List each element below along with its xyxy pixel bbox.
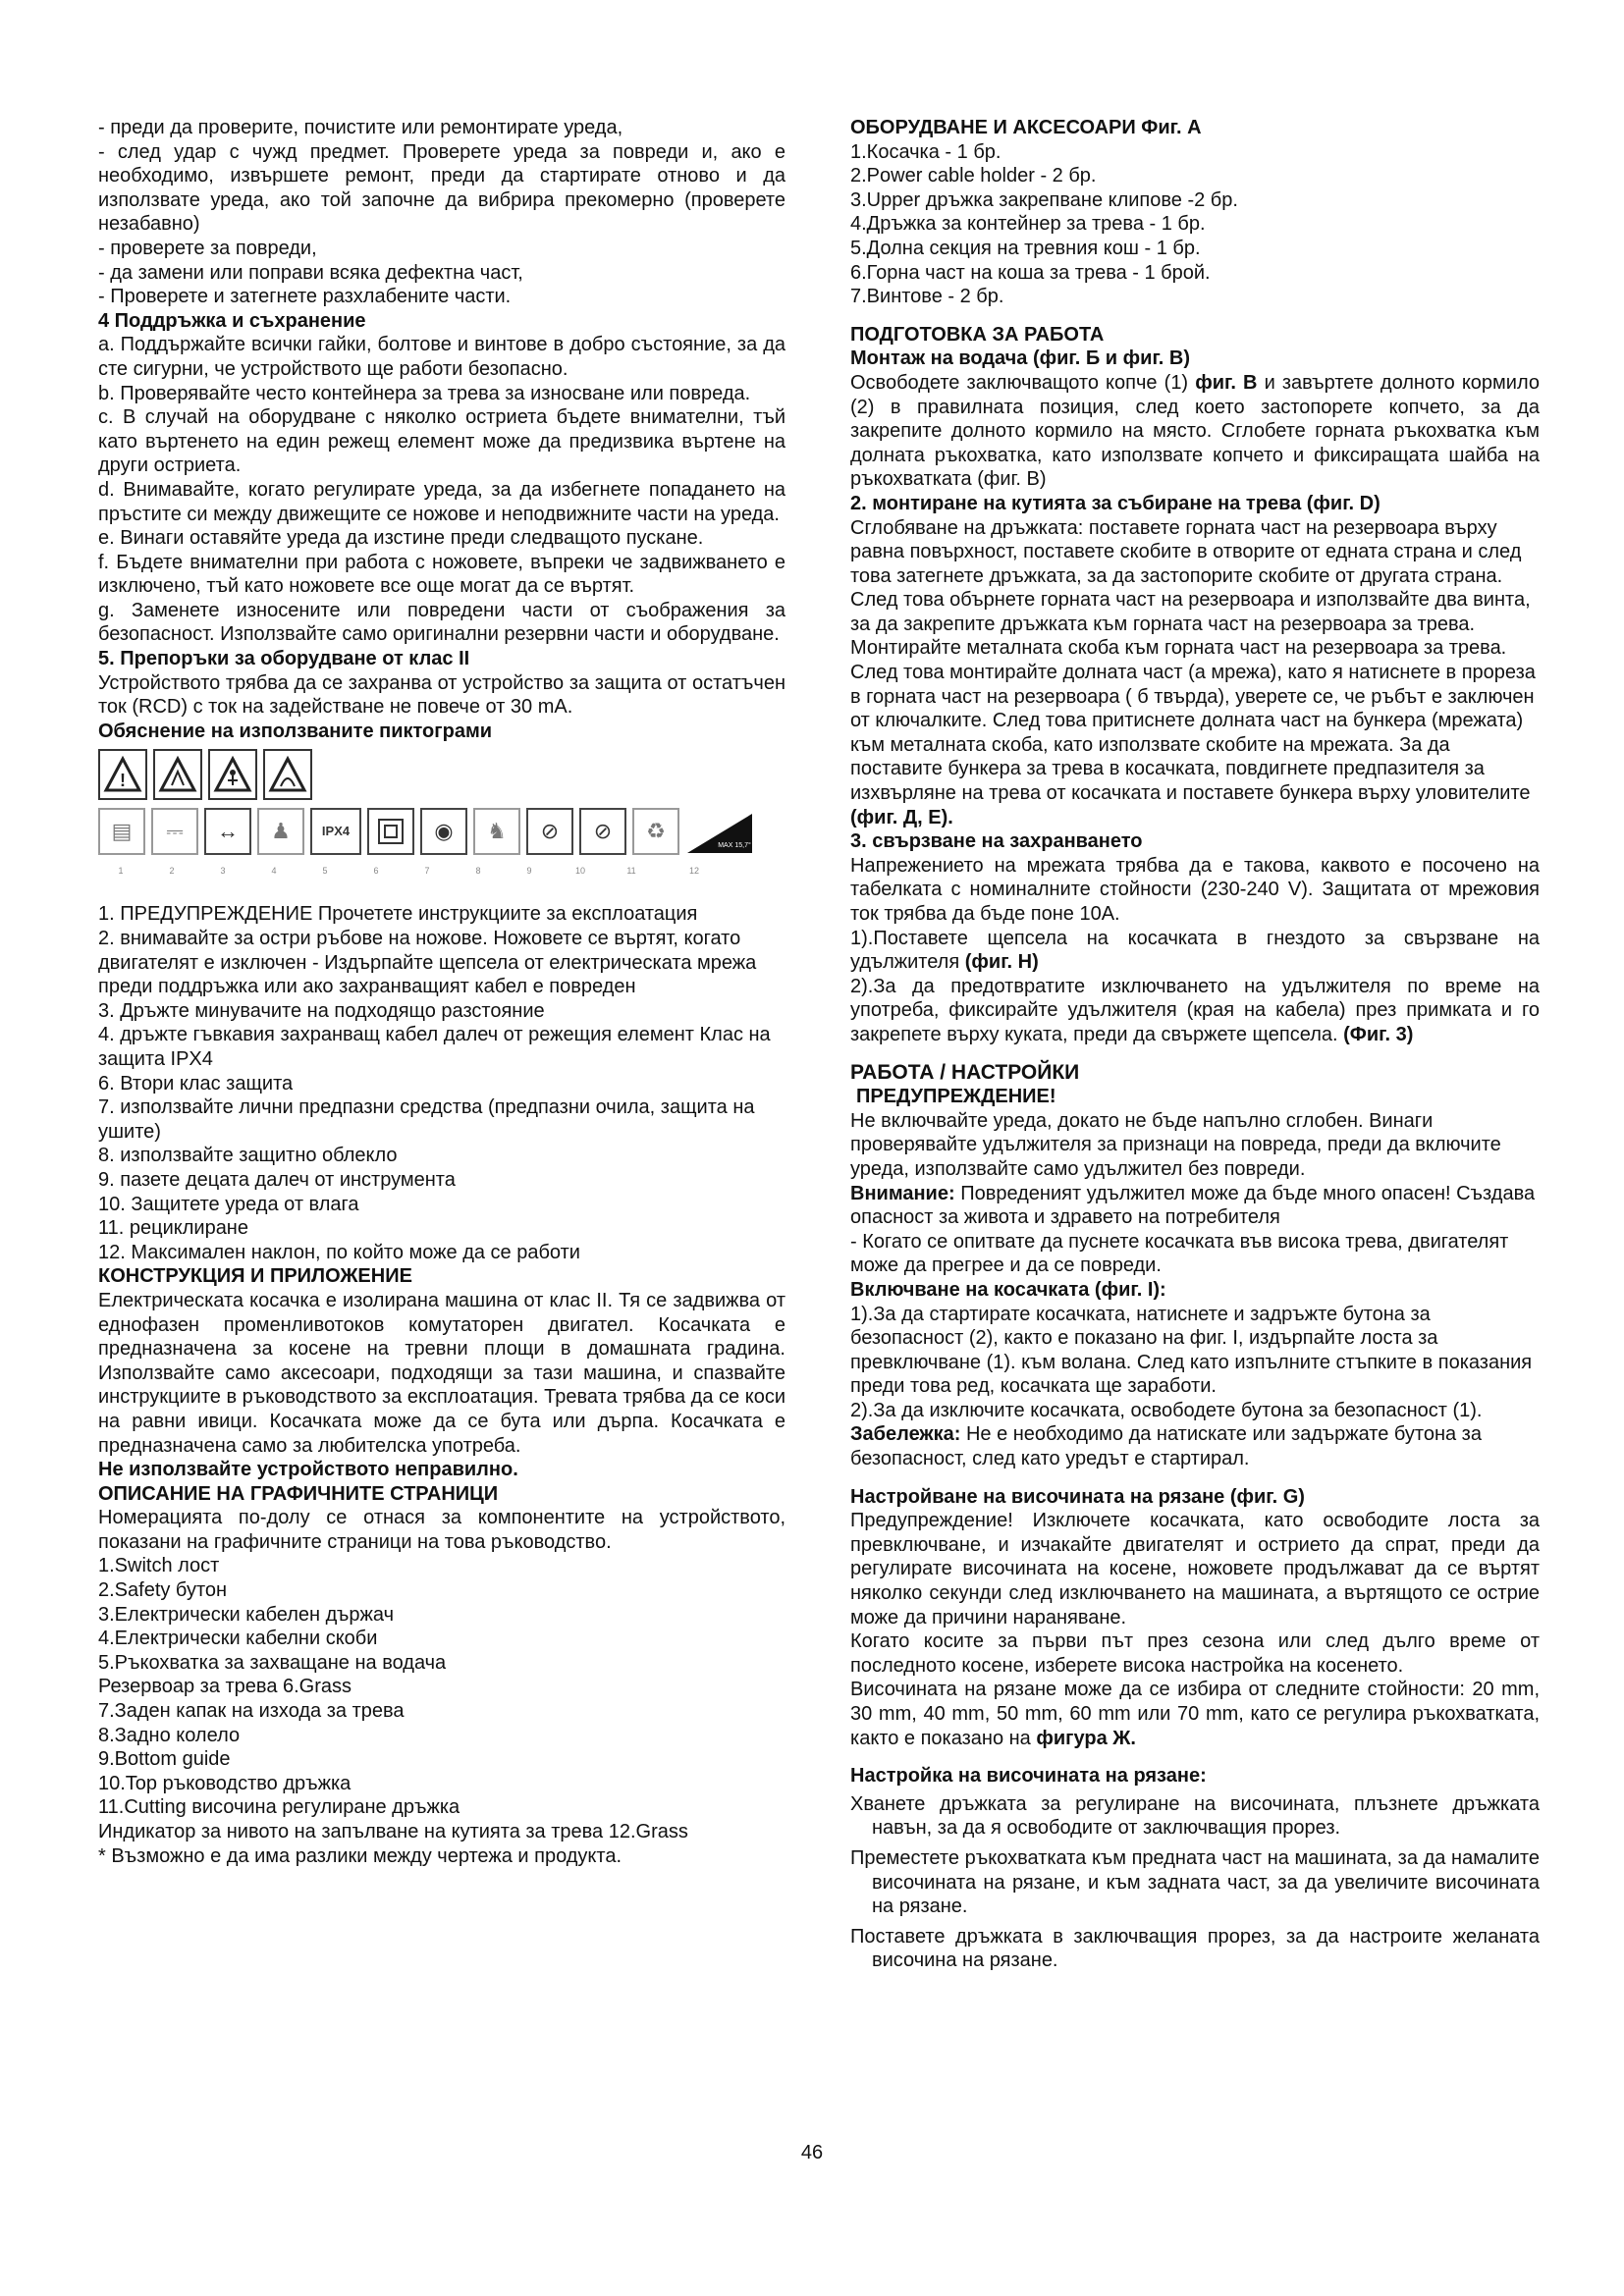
warning-icon: [98, 749, 147, 800]
equipment-item: 1.Косачка - 1 бр.: [850, 140, 1001, 163]
misuse-warning: Не използвайте устройството неправилно.: [98, 1459, 518, 1481]
unplug-icon: ⎓: [151, 808, 198, 855]
picto-legend-item: 2. внимавайте за остри ръбове на ножове. Ножовете се въртят, когато двигателят е изключен - Издърпайте щепсела от електрическата мрежа преди поддръжка или ако захранващият кабел е повреден: [98, 928, 757, 998]
picto-number: 1: [118, 866, 124, 877]
slope-label: MAX 15,7°: [718, 842, 751, 850]
work-attention: Внимание: Повреденият удължител може да бъде много опасен! Създава опасност за живота и здравето на потребителя: [850, 1182, 1536, 1229]
picto-legend-item: 12. Максимален наклон, по който може да се работи: [98, 1241, 580, 1263]
picto-number: 7: [424, 866, 430, 877]
maintenance-item: g. Заменете износените или повредени части от съображения за безопасност. Използвайте само оригинални резервни части и оборудване.: [98, 599, 785, 646]
equipment-item: 3.Upper дръжка закрепване клипове -2 бр.: [850, 188, 1238, 211]
height-text-3: Височината на рязане може да се избира от следните стойности: 20 mm, 30 mm, 40 mm, 50 mm, 60 mm или 70 mm, като се регулира ръкохватката, както е показано на фигура Ж.: [850, 1679, 1540, 1749]
power-heading: 3. свързване на захранването: [850, 830, 1143, 853]
picto-legend-item: 8. използвайте защитно облекло: [98, 1145, 398, 1167]
maintenance-item: b. Проверявайте често контейнера за трева за износване или повреда.: [98, 382, 751, 404]
graphics-heading: ОПИСАНИЕ НА ГРАФИЧНИТЕ СТРАНИЦИ: [98, 1482, 499, 1505]
construction-text: Електрическата косачка е изолирана машина от клас II. Тя се задвижва от еднофазен променливотоков комутаторен двигател. Косачката е предназначена за косене на тревни площи в домашната градина. Използвайте само аксесоари, подходящи за тази машина, и спазвайте инструкциите в ръководството за експлоатация. Тревата трябва да се коси на равни ивици. Косачката може да се бута или дърпа. Косачката е предназначена само за любителска употреба.: [98, 1289, 785, 1457]
goggles-icon: ◉: [420, 808, 467, 855]
ipx4-icon: IPX4: [310, 808, 361, 855]
page-number: 46: [800, 2142, 824, 2163]
intro-line: - преди да проверите, почистите или ремонтирате уреда,: [98, 117, 623, 138]
picto-number: 2: [169, 866, 175, 877]
svg-text:!: !: [120, 771, 126, 791]
picto-number: 6: [373, 866, 379, 877]
equipment-item: 7.Винтове - 2 бр.: [850, 286, 1004, 308]
right-column: [850, 116, 1540, 1973]
box-heading: 2. монтиране на кутията за събиране на трева (фиг. D): [850, 492, 1380, 514]
graphics-item: 10.Top ръководство дръжка: [98, 1772, 352, 1794]
equipment-item: 5.Долна секция на тревния кош - 1 бр.: [850, 237, 1201, 259]
height-text-2: Когато косите за първи път през сезона или след дълго време от последното косене, изберете висока настройка на косенето.: [850, 1630, 1540, 1677]
picto-number: 4: [271, 866, 277, 877]
graphics-item: 9.Bottom guide: [98, 1748, 231, 1771]
adjust-heading: Настройка на височината на рязане:: [850, 1765, 1207, 1788]
adjust-item: Хванете дръжката за регулиране на височината, плъзнете дръжката навън, за да я освободите от заключващия прорез.: [850, 1792, 1540, 1840]
maintenance-item: e. Винаги оставяйте уреда да изстине преди следващото пускане.: [98, 527, 704, 550]
picto-number: 10: [574, 866, 585, 877]
picto-number: 12: [688, 866, 699, 877]
work-heading: РАБОТА / НАСТРОЙКИ: [850, 1060, 1080, 1084]
class2-heading: 5. Препоръки за оборудване от клас II: [98, 648, 470, 670]
hand-blade-icon: [153, 749, 202, 800]
switch-heading: Включване на косачката (фиг. I):: [850, 1278, 1166, 1301]
graphics-item: 3.Електрически кабелен държач: [98, 1603, 394, 1626]
intro-line: - след удар с чужд предмет. Проверете уреда за повреди и, ако е необходимо, извършете ремонт, преди да стартирате отново и да използвате уреда, ако той започне да вибрира прекомерно (проверете незабавно): [98, 140, 785, 236]
maintenance-item: f. Бъдете внимателни при работа с ножовете, въпреки че задвижването е изключено, тъй като ножовете все още могат да се въртят.: [98, 551, 785, 598]
picto-legend: [98, 902, 785, 1264]
max-slope-icon: [685, 808, 754, 855]
recycle-icon: ♻: [632, 808, 679, 855]
work-text: Не включвайте уреда, докато не бъде напълно сглобен. Винаги проверявайте удължителя за признаци на повреда, преди да включите уреда, използвайте само удължител без повреди.: [850, 1109, 1501, 1180]
graphics-item: Индикатор за нивото на запълване на кутията за трева 12.Grass: [98, 1821, 688, 1842]
bystander-icon: ♟: [257, 808, 304, 855]
picto-legend-item: 7. използвайте лични предпазни средства (предпазни очила, защита на ушите): [98, 1096, 755, 1143]
graphics-item: Резервоар за трева 6.Grass: [98, 1676, 352, 1698]
graphics-item: 8.Задно колело: [98, 1724, 241, 1746]
maintenance-item: a. Поддържайте всички гайки, болтове и винтове в добро състояние, за да сте сигурни, че устройството ще работи безопасно.: [98, 334, 785, 380]
picto-legend-item: 6. Втори клас защита: [98, 1072, 294, 1095]
picto-legend-item: 9. пазете децата далеч от инструмента: [98, 1168, 456, 1191]
picto-legend-item: 4. дръжте гъвкавия захранващ кабел далеч от режещия елемент Клас на защита IPX4: [98, 1024, 771, 1070]
graphics-list: [98, 1554, 785, 1868]
height-text: Предупреждение! Изключете косачката, като освободите лоста за превключване, и изчакайте двигателят и острието да спрат, преди да регулирате височината на косене, ножовете продължават да се въртят няколко секунди след изключването на машината, а въртящото се острие може да причини нараняване.: [850, 1510, 1540, 1629]
distance-icon: ↔: [204, 808, 251, 855]
equipment-item: 6.Горна част на коша за трева - 1 брой.: [850, 261, 1211, 284]
power-text: Напрежението на мрежата трябва да е такова, каквото е посочено на табелката с номиналните стойности (230-240 V). Защитата от мрежовия ток трябва да бъде поне 10А.: [850, 854, 1540, 925]
adjust-item: Поставете дръжката в заключващия прорез, за да настроите желаната височина на рязане.: [850, 1925, 1540, 1972]
power-step-2: 2).За да предотвратите изключването на удължителя по време на употреба, фиксирайте удължителя (края на кабела) през примката и го закрепете върху куката, преди да свържете щепсела. (Фиг. 3): [850, 975, 1540, 1045]
picto-number: 3: [220, 866, 226, 877]
intro-line: - Проверете и затегнете разхлабените части.: [98, 286, 512, 308]
manual-icon: ▤: [98, 808, 145, 855]
equipment-item: 2.Power cable holder - 2 бр.: [850, 165, 1097, 187]
maintenance-heading: 4 Поддръжка и съхранение: [98, 309, 366, 332]
cable-hazard-icon: [263, 749, 312, 800]
picto-number: 9: [526, 866, 532, 877]
graphics-footnote: * Възможно е да има разлики между чертежа и продукта.: [98, 1844, 623, 1867]
picto-legend-item: 1. ПРЕДУПРЕЖДЕНИЕ Прочетете инструкциите за експлоатация: [98, 903, 698, 926]
class-ii-icon: [367, 808, 414, 855]
graphics-item: 11.Cutting височина регулиране дръжка: [98, 1796, 460, 1819]
equipment-item: 4.Дръжка за контейнер за трева - 1 бр.: [850, 213, 1206, 236]
picto-numbers: [98, 859, 785, 883]
picto-legend-item: 11. рециклиране: [98, 1217, 248, 1240]
switch-step-2: 2).За да изключите косачката, освободете бутона за безопасност (1).: [850, 1399, 1483, 1421]
graphics-item: 5.Ръкохватка за захващане на водача: [98, 1651, 447, 1674]
handle-text: Освободете заключващото копче (1) фиг. В и завъртете долното кормило (2) в правилната позиция, след което застопорете копчето, за да закрепите долното кормило на място. Сглобете горната ръкохватка към долната ръкохватка, като използвате копчето и фиксиращата шайба на ръкохватката (фиг. В): [850, 371, 1540, 491]
class2-text: Устройството трябва да се захранва от устройство за защита от остатъчен ток (RCD) с ток на задействане не повече от 30 mA.: [98, 671, 785, 719]
picto-number: 8: [475, 866, 481, 877]
height-heading: Настройване на височината на рязане (фиг. G): [850, 1485, 1305, 1508]
graphics-item: 1.Switch лост: [98, 1555, 220, 1577]
no-children-icon: ⊘: [526, 808, 573, 855]
left-column: [98, 116, 785, 1868]
intro-line: - да замени или поправи всяка дефектна част,: [98, 261, 523, 284]
pictogram-strip: [98, 749, 785, 896]
work-dash: - Когато се опитвате да пуснете косачката във висока трева, двигателят може да прегрее и да се повреди.: [850, 1230, 1509, 1277]
prep-heading: ПОДГОТОВКА ЗА РАБОТА: [850, 323, 1105, 346]
picto-heading: Обяснение на използваните пиктограми: [98, 720, 493, 742]
picto-number: 11: [626, 866, 636, 877]
graphics-item: 4.Електрически кабелни скоби: [98, 1628, 378, 1650]
picto-legend-item: 3. Дръжте минувачите на подходящо разстояние: [98, 999, 545, 1022]
graphics-intro: Номерацията по-долу се отнася за компонентите на устройството, показани на графичните страници на това ръководство.: [98, 1507, 785, 1553]
protective-clothing-icon: ♞: [473, 808, 520, 855]
maintenance-item: d. Внимавайте, когато регулирате уреда, за да избегнете попадането на пръстите си между движещите се ножове и неподвижните части на уреда.: [98, 478, 785, 525]
handle-heading: Монтаж на водача (фиг. Б и фиг. В): [850, 347, 1190, 370]
picto-legend-item: 10. Защитете уреда от влага: [98, 1193, 359, 1215]
intro-line: - проверете за повреди,: [98, 237, 317, 259]
adjust-item: Преместете ръкохватката към предната част на машината, за да намалите височината на рязане, и към задната част, за да увеличите височината на рязане.: [850, 1846, 1540, 1918]
picto-number: 5: [322, 866, 328, 877]
box-text: Сглобяване на дръжката: поставете горната част на резервоара върху равна повърхност, поставете скобите в отворите от едната страна и след това затегнете дръжката, за да застопорите скобите от другата страна. След това обърнете горната част на резервоара и използвайте два винта, за да закрепите дръжката към горната част на резервоара за трева. Монтирайте металната скоба към горната част на резервоара за трева. След това монтирайте долната част (а мрежа), като я натиснете в прореза в горната част на резервоара ( б твърда), уверете се, че ръбът е заключен от ключалките. След това притиснете долната част на бункера (мрежата) към металната скоба, като използвате скобите на мрежата. За да поставите бункера за трева в косачката, повдигнете предпазителя за изхвърляне на трева от косачката и поставете бункера върху уловителите (фиг. Д, Е).: [850, 516, 1536, 828]
note: Забележка: Не е необходимо да натискате или задържате бутона за безопасност, след като уредът е стартирал.: [850, 1423, 1482, 1470]
equipment-list: [850, 140, 1540, 309]
power-step-1: 1).Поставете щепсела на косачката в гнездото за свързване на удължителя (фиг. Н): [850, 927, 1540, 974]
person-hazard-icon: [208, 749, 257, 800]
graphics-item: 2.Safety бутон: [98, 1579, 228, 1602]
switch-step-1: 1).За да стартирате косачката, натиснете и задръжте бутона за безопасност (2), както е показано на фиг. I, издърпайте лоста за превключване (1). към волана. След като изпълните стъпките в показания преди това ред, косачката ще заработи.: [850, 1303, 1533, 1398]
graphics-item: 7.Заден капак на изхода за трева: [98, 1700, 405, 1723]
work-warning: ПРЕДУПРЕЖДЕНИЕ!: [856, 1086, 1056, 1108]
maintenance-item: c. В случай на оборудване с няколко остриета бъдете внимателни, тъй като въртенето на един режещ елемент може да предизвика въртене на други остриета.: [98, 406, 785, 477]
no-rain-icon: ⊘: [579, 808, 626, 855]
equipment-heading: ОБОРУДВАНЕ И АКСЕСОАРИ Фиг. А: [850, 117, 1202, 138]
construction-heading: КОНСТРУКЦИЯ И ПРИЛОЖЕНИЕ: [98, 1265, 412, 1288]
